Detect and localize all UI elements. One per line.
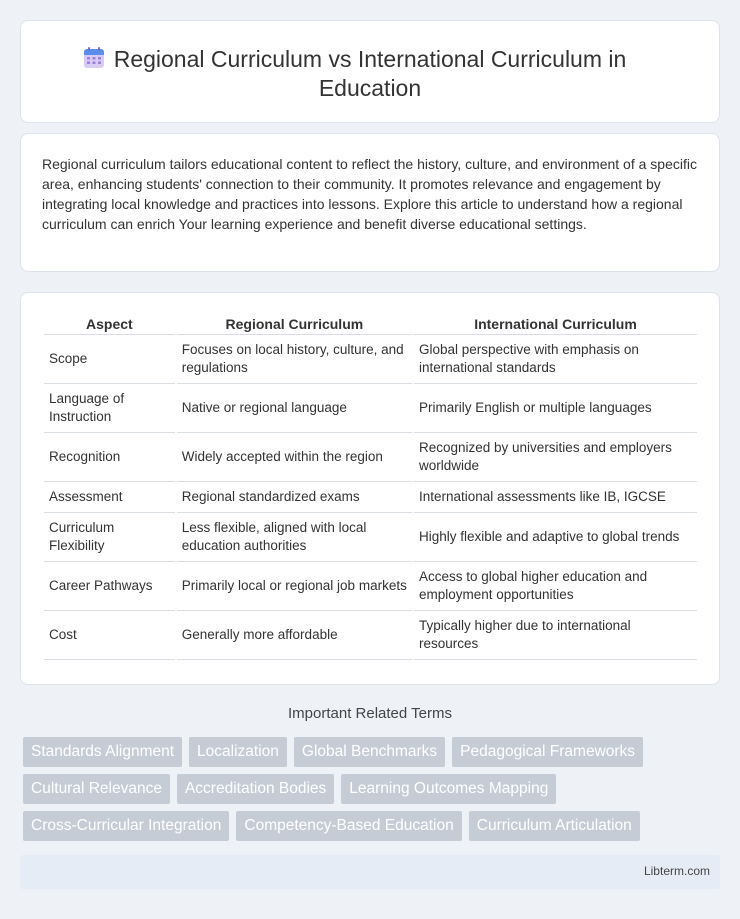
cell-international: Highly flexible and adaptive to global trends — [414, 513, 697, 562]
table-row — [44, 482, 697, 513]
cell-regional: Generally more affordable — [177, 611, 412, 660]
related-term-tag[interactable]: Localization — [189, 737, 287, 767]
related-terms-title: Important Related Terms — [288, 705, 452, 722]
table-row — [44, 384, 697, 433]
header-international: International Curriculum — [414, 315, 697, 335]
related-term-tag[interactable]: Curriculum Articulation — [469, 811, 640, 841]
title-card — [20, 20, 720, 123]
cell-international: Access to global higher education and employment opportunities — [414, 562, 697, 611]
cell-aspect: Recognition — [44, 433, 175, 482]
cell-aspect: Assessment — [44, 482, 175, 513]
page-title — [21, 45, 719, 103]
related-term-tag[interactable]: Learning Outcomes Mapping — [341, 774, 556, 804]
related-term-tag[interactable]: Competency-Based Education — [236, 811, 461, 841]
cell-international: Primarily English or multiple languages — [414, 384, 697, 433]
cell-regional: Less flexible, aligned with local education authorities — [177, 513, 412, 562]
cell-regional: Native or regional language — [177, 384, 412, 433]
related-terms-row — [23, 811, 640, 841]
cell-international: Recognized by universities and employers worldwide — [414, 433, 697, 482]
cell-international: International assessments like IB, IGCSE — [414, 482, 697, 513]
table-header-row — [44, 315, 697, 335]
intro-card — [20, 133, 720, 272]
related-term-tag[interactable]: Global Benchmarks — [294, 737, 445, 767]
related-term-tag[interactable]: Pedagogical Frameworks — [452, 737, 643, 767]
cell-international: Global perspective with emphasis on international standards — [414, 335, 697, 384]
cell-aspect: Curriculum Flexibility — [44, 513, 175, 562]
comparison-table — [42, 315, 699, 660]
header-regional: Regional Curriculum — [177, 315, 412, 335]
comparison-table-card — [20, 292, 720, 685]
related-term-tag[interactable]: Accreditation Bodies — [177, 774, 334, 804]
related-terms-row — [23, 774, 556, 804]
cell-regional: Focuses on local history, culture, and regulations — [177, 335, 412, 384]
cell-aspect: Scope — [44, 335, 175, 384]
header-aspect: Aspect — [44, 315, 175, 335]
table-row — [44, 433, 697, 482]
table-row — [44, 562, 697, 611]
table-row — [44, 335, 697, 384]
related-term-tag[interactable]: Cultural Relevance — [23, 774, 170, 804]
related-terms-row — [23, 737, 643, 767]
page-title-line1: Regional Curriculum vs International Curriculum in — [113, 46, 627, 72]
related-term-tag[interactable]: Standards Alignment — [23, 737, 182, 767]
footer — [20, 855, 720, 889]
footer-site-link[interactable]: Libterm.com — [643, 864, 710, 878]
cell-regional: Widely accepted within the region — [177, 433, 412, 482]
related-term-tag[interactable]: Cross-Curricular Integration — [23, 811, 229, 841]
cell-regional: Primarily local or regional job markets — [177, 562, 412, 611]
cell-aspect: Cost — [44, 611, 175, 660]
table-row — [44, 611, 697, 660]
intro-paragraph: Regional curriculum tailors educational content to reflect the history, culture, and environment of a specific area, enhancing students' connection to their community. It promotes relevance and engagement by integrating local knowledge and practices into lessons. Explore this article to understand how a regional curriculum can enrich Your learning experience and benefit diverse educational settings. — [42, 156, 697, 232]
cell-aspect: Career Pathways — [44, 562, 175, 611]
cell-international: Typically higher due to international resources — [414, 611, 697, 660]
cell-regional: Regional standardized exams — [177, 482, 412, 513]
table-row — [44, 513, 697, 562]
cell-aspect: Language of Instruction — [44, 384, 175, 433]
page-title-line2: Education — [318, 75, 422, 101]
